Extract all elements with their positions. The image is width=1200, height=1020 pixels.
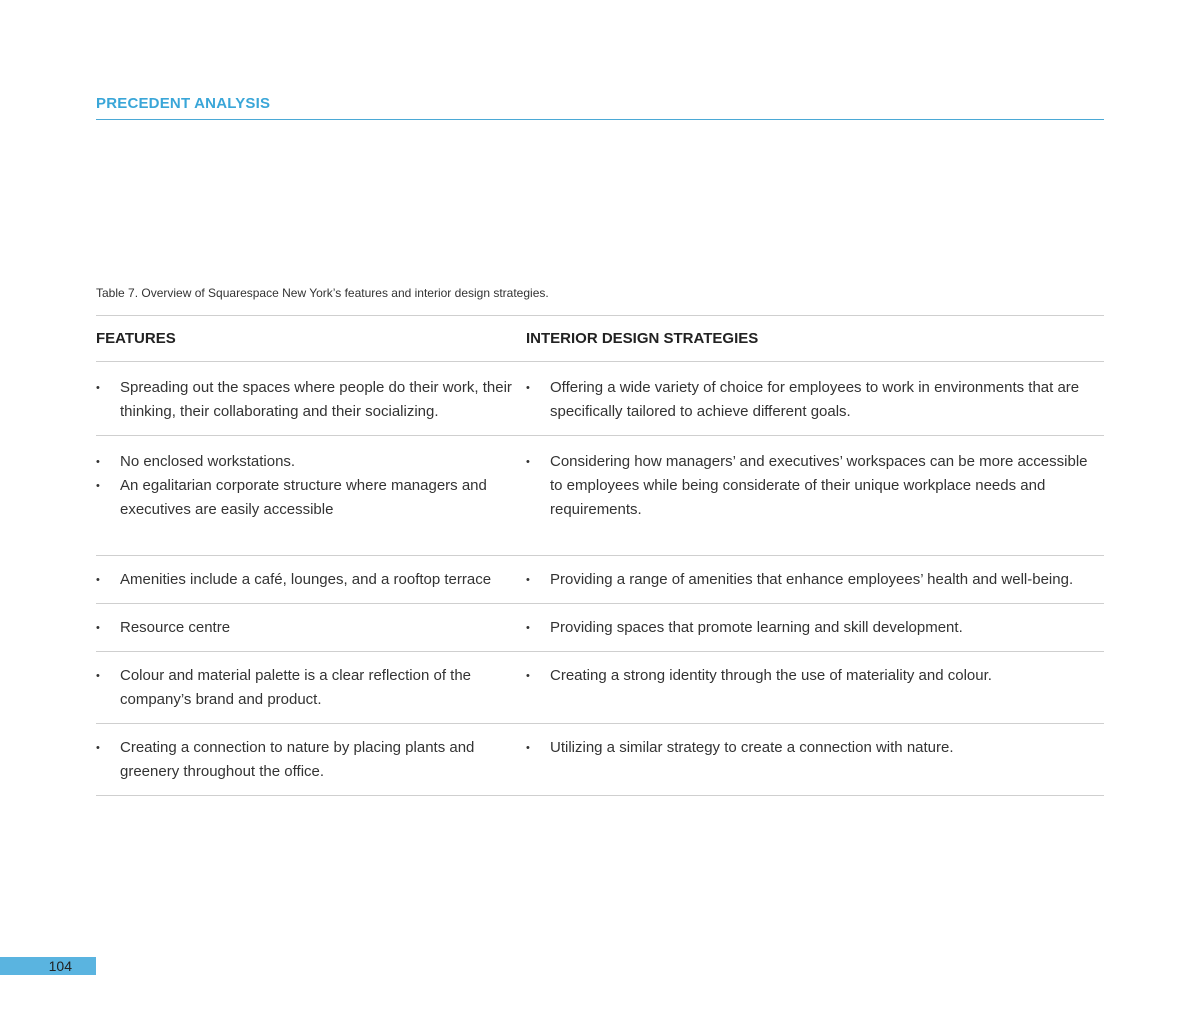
list-item	[526, 664, 1104, 688]
bullet-icon: •	[96, 574, 100, 586]
list-item	[526, 450, 1104, 522]
strategy-text: Providing a range of amenities that enhance employees’ health and well-being.	[550, 571, 1074, 588]
features-cell	[96, 724, 526, 795]
feature-text: Colour and material palette is a clear reflection of the company’s brand and product.	[120, 667, 472, 708]
bullet-icon: •	[96, 670, 100, 682]
table-header-row	[96, 316, 1104, 362]
feature-text: Spreading out the spaces where people do their work, their thinking, their collaborating and their socializing.	[120, 379, 512, 420]
table-row	[96, 652, 1104, 724]
list-item	[526, 568, 1104, 592]
strategy-text: Considering how managers’ and executives’ workspaces can be more accessible to employees while being considerate of their unique workplace needs and requirements.	[550, 453, 1088, 518]
bullet-icon: •	[96, 382, 100, 394]
list-item	[96, 616, 526, 640]
page-number-bar	[0, 957, 96, 975]
strategy-text: Offering a wide variety of choice for employees to work in environments that are specifically tailored to achieve different goals.	[550, 379, 1080, 420]
strategies-cell	[526, 362, 1104, 435]
bullet-icon: •	[526, 382, 530, 394]
strategies-cell	[526, 604, 1104, 651]
list-item	[526, 376, 1104, 424]
bullet-icon: •	[96, 622, 100, 634]
feature-text: Creating a connection to nature by placing plants and greenery throughout the office.	[120, 739, 475, 780]
table-row	[96, 556, 1104, 604]
list-item	[96, 376, 526, 424]
strategy-text: Utilizing a similar strategy to create a connection with nature.	[550, 739, 954, 756]
table-row	[96, 362, 1104, 436]
column-header-strategies: INTERIOR DESIGN STRATEGIES	[526, 330, 759, 347]
feature-text: Amenities include a café, lounges, and a rooftop terrace	[120, 571, 492, 588]
bullet-icon: •	[526, 574, 530, 586]
list-item	[526, 616, 1104, 640]
bullet-icon: •	[96, 480, 100, 492]
bullet-icon: •	[96, 742, 100, 754]
features-cell	[96, 362, 526, 435]
table-row	[96, 436, 1104, 556]
features-cell	[96, 652, 526, 723]
features-cell	[96, 436, 526, 555]
column-header-features: FEATURES	[96, 330, 176, 347]
bullet-icon: •	[526, 670, 530, 682]
table-caption: Table 7. Overview of Squarespace New York’s features and interior design strategies.	[96, 286, 549, 300]
strategies-cell	[526, 556, 1104, 603]
list-item	[96, 474, 526, 522]
features-cell	[96, 556, 526, 603]
table-row	[96, 724, 1104, 796]
features-cell	[96, 604, 526, 651]
section-header	[96, 95, 1104, 120]
list-item	[526, 736, 1104, 760]
list-item	[96, 736, 526, 784]
strategy-text: Creating a strong identity through the use of materiality and colour.	[550, 667, 992, 684]
table-row	[96, 604, 1104, 652]
list-item	[96, 664, 526, 712]
feature-text: An egalitarian corporate structure where managers and executives are easily accessible	[120, 477, 487, 518]
bullet-icon: •	[96, 456, 100, 468]
feature-text: Resource centre	[120, 619, 231, 636]
page-number: 104	[48, 958, 72, 974]
strategies-cell	[526, 436, 1104, 555]
feature-text: No enclosed workstations.	[120, 453, 296, 470]
bullet-icon: •	[526, 456, 530, 468]
list-item	[96, 568, 526, 592]
overview-table	[96, 315, 1104, 796]
bullet-icon: •	[526, 622, 530, 634]
strategies-cell	[526, 724, 1104, 795]
bullet-icon: •	[526, 742, 530, 754]
list-item	[96, 450, 526, 474]
section-title: PRECEDENT ANALYSIS	[96, 95, 271, 112]
strategies-cell	[526, 652, 1104, 723]
strategy-text: Providing spaces that promote learning and skill development.	[550, 619, 963, 636]
